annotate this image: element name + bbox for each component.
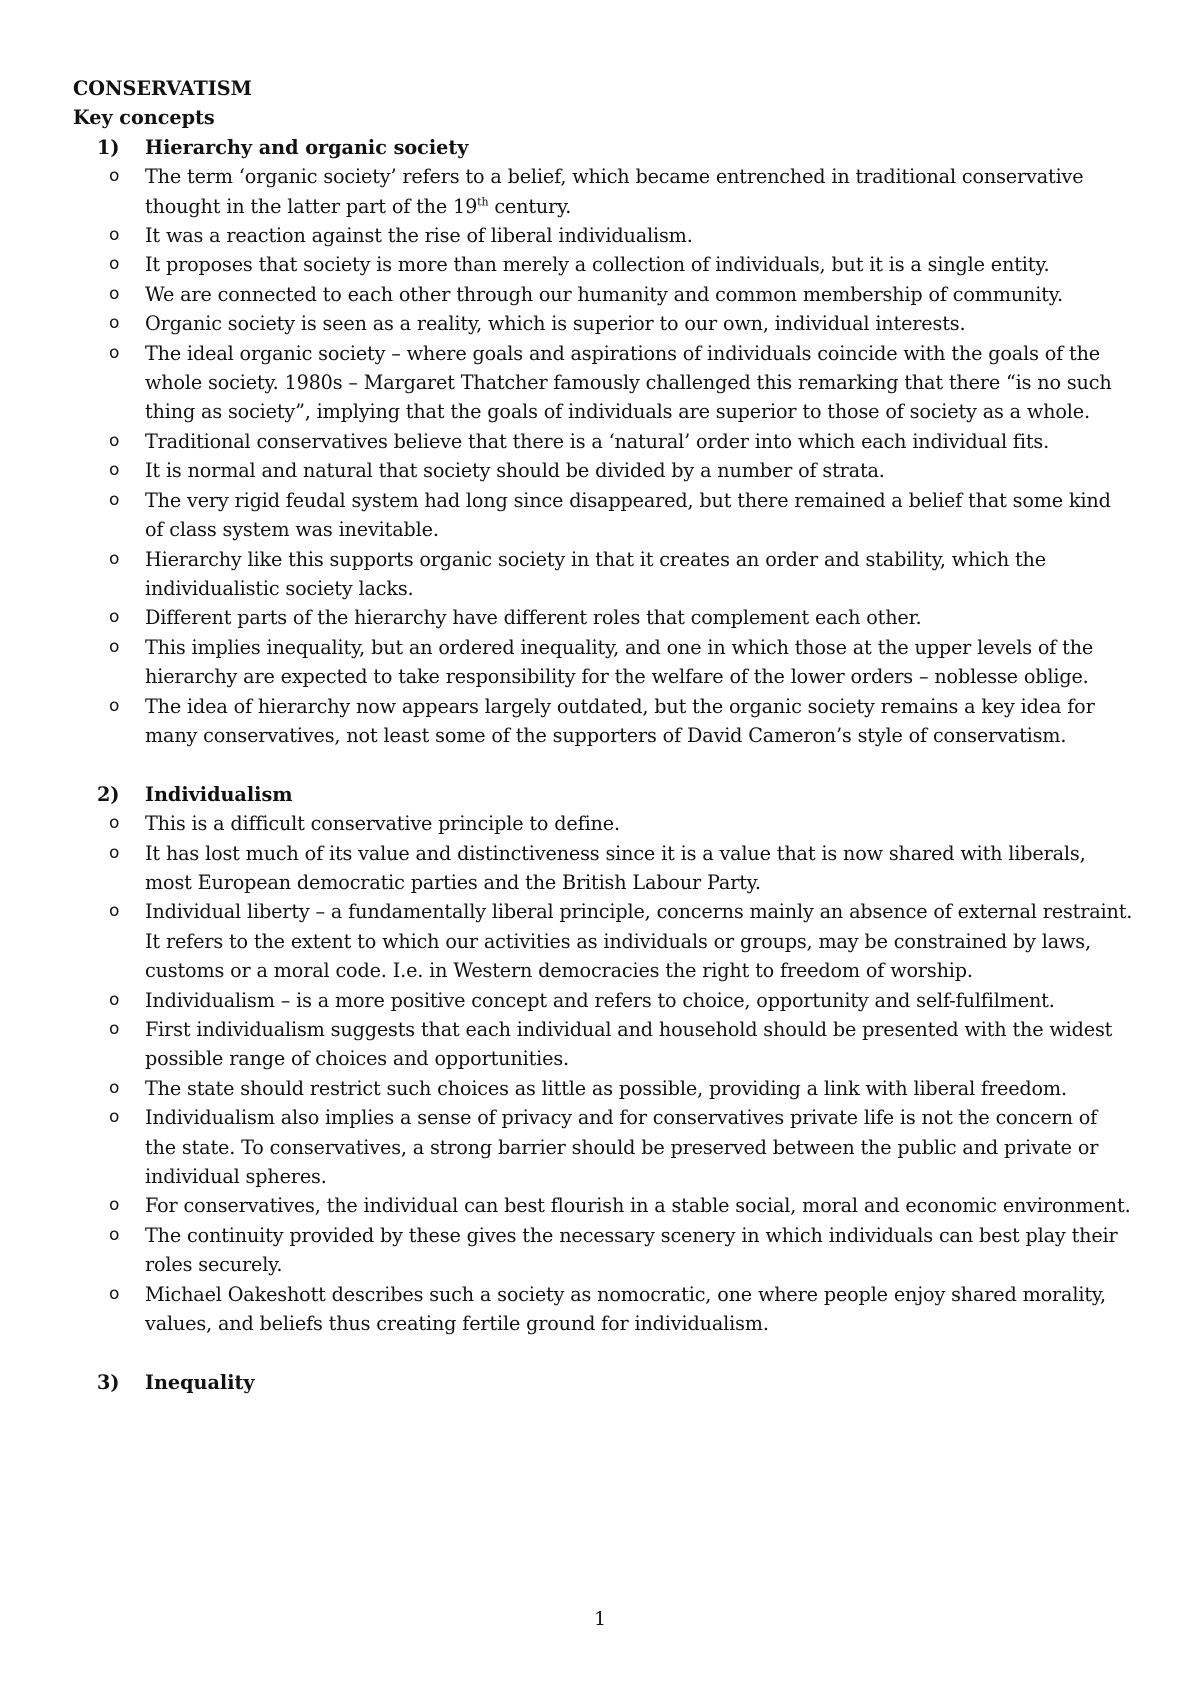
bullet-text: Traditional conservatives believe that there is a ‘natural’ order into which each individual fits. (145, 429, 1050, 453)
section-number: 2) (97, 782, 120, 806)
bullet-item (73, 280, 1133, 309)
bullet-text: The continuity provided by these gives the necessary scenery in which individuals can best play their roles securely. (145, 1223, 1118, 1277)
bullet-text: The very rigid feudal system had long since disappeared, but there remained a belief that some kind of class system was inevitable. (145, 488, 1111, 542)
document-title: CONSERVATISM (73, 77, 252, 100)
bullet-marker-icon: o (109, 225, 120, 246)
bullet-item (73, 692, 1133, 751)
section-number: 1) (97, 135, 120, 159)
bullet-item (73, 545, 1133, 604)
bullet-text: First individualism suggests that each individual and household should be presented with the widest possible range of choices and opportunities. (145, 1017, 1113, 1071)
bullet-item (73, 1221, 1133, 1280)
bullet-marker-icon: o (109, 430, 120, 451)
bullet-item (73, 1191, 1133, 1220)
bullet-text: This is a difficult conservative principle to define. (145, 812, 620, 836)
page-number: 1 (593, 1608, 607, 1630)
bullet-list (73, 162, 1133, 750)
bullet-marker-icon: o (109, 489, 120, 510)
bullet-text: For conservatives, the individual can best flourish in a stable social, moral and economic environment. (145, 1194, 1131, 1218)
bullet-item (73, 221, 1133, 250)
bullet-marker-icon: o (109, 607, 120, 628)
document-body (73, 74, 1133, 1397)
bullet-item (73, 603, 1133, 632)
bullet-text: The term ‘organic society’ refers to a belief, which became entrenched in traditional conservative thought in the latter part of the 19th century. (145, 165, 1084, 218)
bullet-text: Hierarchy like this supports organic society in that it creates an order and stability, which the individualistic society lacks. (145, 547, 1046, 600)
bullet-text: It was a reaction against the rise of liberal individualism. (145, 224, 693, 248)
bullet-marker-icon: o (109, 695, 120, 716)
section-heading-text: Hierarchy and organic society (145, 135, 469, 159)
bullet-text: We are connected to each other through our humanity and common membership of community. (145, 282, 1063, 306)
bullet-marker-icon: o (109, 636, 120, 657)
bullet-marker-icon: o (109, 1018, 120, 1039)
bullet-marker-icon: o (109, 989, 120, 1010)
bullet-item (73, 162, 1133, 221)
bullet-item (73, 250, 1133, 279)
bullet-item (73, 1280, 1133, 1339)
ordinal-suffix: th (477, 195, 489, 209)
bullet-item (73, 1074, 1133, 1103)
bullet-text: Different parts of the hierarchy have different roles that complement each other. (145, 606, 922, 630)
bullet-marker-icon: o (109, 1195, 120, 1216)
bullet-marker-icon: o (109, 1224, 120, 1245)
bullet-marker-icon: o (109, 901, 120, 922)
bullet-text: Michael Oakeshott describes such a society as nomocratic, one where people enjoy shared morality, values, and beliefs thus creating fertile ground for individualism. (145, 1282, 1106, 1336)
section-spacer (73, 1338, 1133, 1367)
bullet-text: It has lost much of its value and distinctiveness since it is a value that is now shared with liberals, most European democratic parties and the British Labour Party. (145, 841, 1086, 894)
bullet-item (73, 1103, 1133, 1191)
section-heading (73, 1368, 1133, 1397)
bullet-marker-icon: o (109, 313, 120, 334)
bullet-marker-icon: o (109, 548, 120, 569)
bullet-marker-icon: o (109, 342, 120, 363)
sections-container (73, 133, 1133, 1397)
section-number: 3) (97, 1370, 120, 1394)
bullet-marker-icon: o (109, 166, 120, 187)
bullet-text: The state should restrict such choices as little as possible, providing a link with liberal freedom. (145, 1076, 1067, 1100)
bullet-marker-icon: o (109, 460, 120, 481)
section-spacer (73, 750, 1133, 779)
bullet-text: It is normal and natural that society should be divided by a number of strata. (145, 459, 885, 483)
bullet-item (73, 309, 1133, 338)
bullet-item (73, 456, 1133, 485)
bullet-text: This implies inequality, but an ordered inequality, and one in which those at the upper levels of the hierarchy are expected to take responsibility for the welfare of the lower orders – noblesse oblige. (145, 635, 1094, 689)
bullet-list (73, 809, 1133, 1338)
bullet-text: Individual liberty – a fundamentally liberal principle, concerns mainly an absence of external restraint. It refers to the extent to which our activities as individuals or groups, may be constrained by laws, customs or a moral code. I.e. in Western democracies the right to freedom of worship. (145, 900, 1133, 983)
bullet-text: Individualism – is a more positive concept and refers to choice, opportunity and self-fulfilment. (145, 988, 1055, 1012)
bullet-marker-icon: o (109, 1077, 120, 1098)
section-heading (73, 133, 1133, 162)
bullet-text: It proposes that society is more than merely a collection of individuals, but it is a single entity. (145, 253, 1050, 277)
bullet-text: Organic society is seen as a reality, which is superior to our own, individual interests. (145, 312, 966, 336)
bullet-marker-icon: o (109, 254, 120, 275)
bullet-item (73, 633, 1133, 692)
bullet-marker-icon: o (109, 813, 120, 834)
bullet-text: The ideal organic society – where goals and aspirations of individuals coincide with the goals of the whole society. 1980s – Margaret Thatcher famously challenged this remarking that there “is no such thing as society”, implying that the goals of individuals are superior to those of society as a whole. (145, 341, 1112, 424)
section-heading-text: Individualism (145, 782, 293, 806)
document-subtitle: Key concepts (73, 106, 215, 130)
bullet-marker-icon: o (109, 283, 120, 304)
bullet-marker-icon: o (109, 842, 120, 863)
bullet-item (73, 986, 1133, 1015)
section-heading-text: Inequality (145, 1370, 255, 1394)
bullet-item (73, 486, 1133, 545)
bullet-item (73, 897, 1133, 985)
bullet-item (73, 809, 1133, 838)
bullet-item (73, 427, 1133, 456)
bullet-marker-icon: o (109, 1283, 120, 1304)
bullet-text: The idea of hierarchy now appears largely outdated, but the organic society remains a key idea for many conservatives, not least some of the supporters of David Cameron’s style of conservatism. (145, 694, 1095, 747)
bullet-item (73, 1015, 1133, 1074)
bullet-item (73, 339, 1133, 427)
bullet-marker-icon: o (109, 1107, 120, 1128)
bullet-text: Individualism also implies a sense of privacy and for conservatives private life is not the concern of the state. To conservatives, a strong barrier should be preserved between the public and private or individual spheres. (145, 1106, 1099, 1189)
bullet-item (73, 839, 1133, 898)
section-heading (73, 780, 1133, 809)
